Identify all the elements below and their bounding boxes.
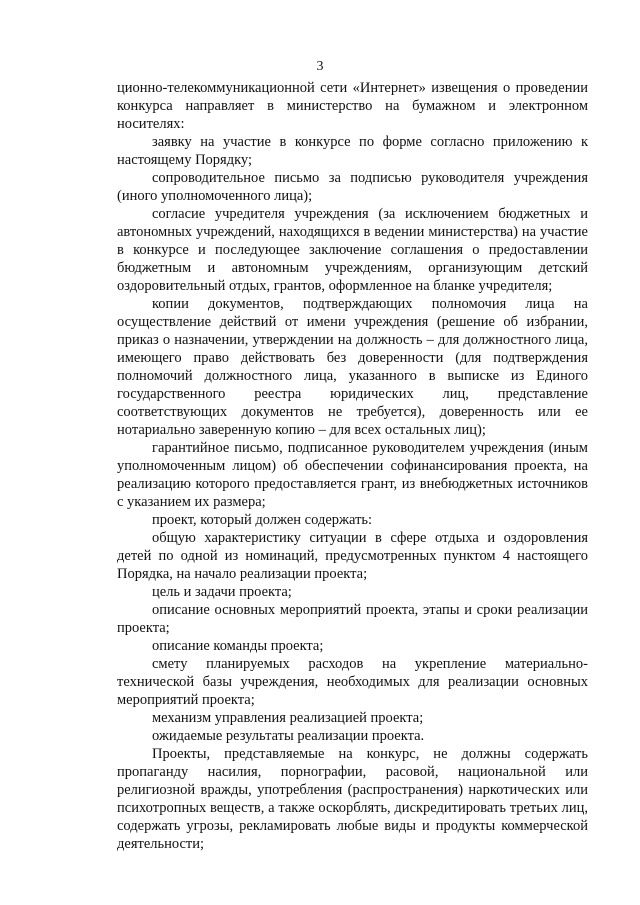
paragraph-budget-estimate: смету планируемых расходов на укрепление материально-технической базы учреждения, необходимых для реализации основных мероприятий проекта; <box>117 656 588 708</box>
paragraph-activities: описание основных мероприятий проекта, этапы и сроки реализации проекта; <box>117 602 588 636</box>
paragraph-authority-documents: копии документов, подтверждающих полномочия лица на осуществление действий от имени учреждения (решение об избрании, приказ о назначении, утверждении на должность – для должностного лица, имеющего право действовать без доверенности (для подтверждения полномочий должностного лица, указанного в выписке из Единого государственного реестра юридических лиц, представление соответствующих документов не требуется), доверенность или ее нотариально заверенную копию – для всех остальных лиц); <box>117 296 588 438</box>
paragraph-cover-letter: сопроводительное письмо за подписью руководителя учреждения (иного уполномоченного лица); <box>117 170 588 204</box>
paragraph-goals: цель и задачи проекта; <box>152 584 292 600</box>
paragraph-expected-results: ожидаемые результаты реализации проекта. <box>152 728 425 744</box>
paragraph-intro-continuation: ционно-телекоммуникационной сети «Интернет» извещения о проведении конкурса направляет в министерство на бумажном и электронном носителях: <box>117 80 588 132</box>
paragraph-situation-overview: общую характеристику ситуации в сфере отдыха и оздоровления детей по одной из номинаций, предусмотренных пунктом 4 настоящего Порядка, на начало реализации проекта; <box>117 530 588 582</box>
paragraph-project-contents: проект, который должен содержать: <box>152 512 373 528</box>
page-number: 3 <box>316 59 324 74</box>
paragraph-team: описание команды проекта; <box>152 638 324 654</box>
paragraph-founder-consent: согласие учредителя учреждения (за исключением бюджетных и автономных учреждений, находящихся в ведении министерства) на участие в конкурсе и последующее заключение соглашения о предоставлении бюджетным и автономным учреждениям, организующим детский оздоровительный отдых, грантов, оформленное на бланке учредителя; <box>117 206 588 294</box>
document-body <box>117 79 588 853</box>
paragraph-guarantee-letter: гарантийное письмо, подписанное руководителем учреждения (иным уполномоченным лицом) об обеспечении софинансирования проекта, на реализацию которого предоставляется грант, из внебюджетных источников с указанием их размера; <box>117 440 588 510</box>
paragraph-management: механизм управления реализацией проекта; <box>152 710 424 726</box>
paragraph-restrictions: Проекты, представляемые на конкурс, не должны содержать пропаганду насилия, порнографии, расовой, национальной или религиозной вражды, употребления (распространения) наркотических или психотропных веществ, а также оскорблять, дискредитировать третьих лиц, содержать угрозы, рекламировать любые виды и продукты коммерческой деятельности; <box>117 746 588 852</box>
paragraph-application-form: заявку на участие в конкурсе по форме согласно приложению к настоящему Порядку; <box>117 134 588 168</box>
